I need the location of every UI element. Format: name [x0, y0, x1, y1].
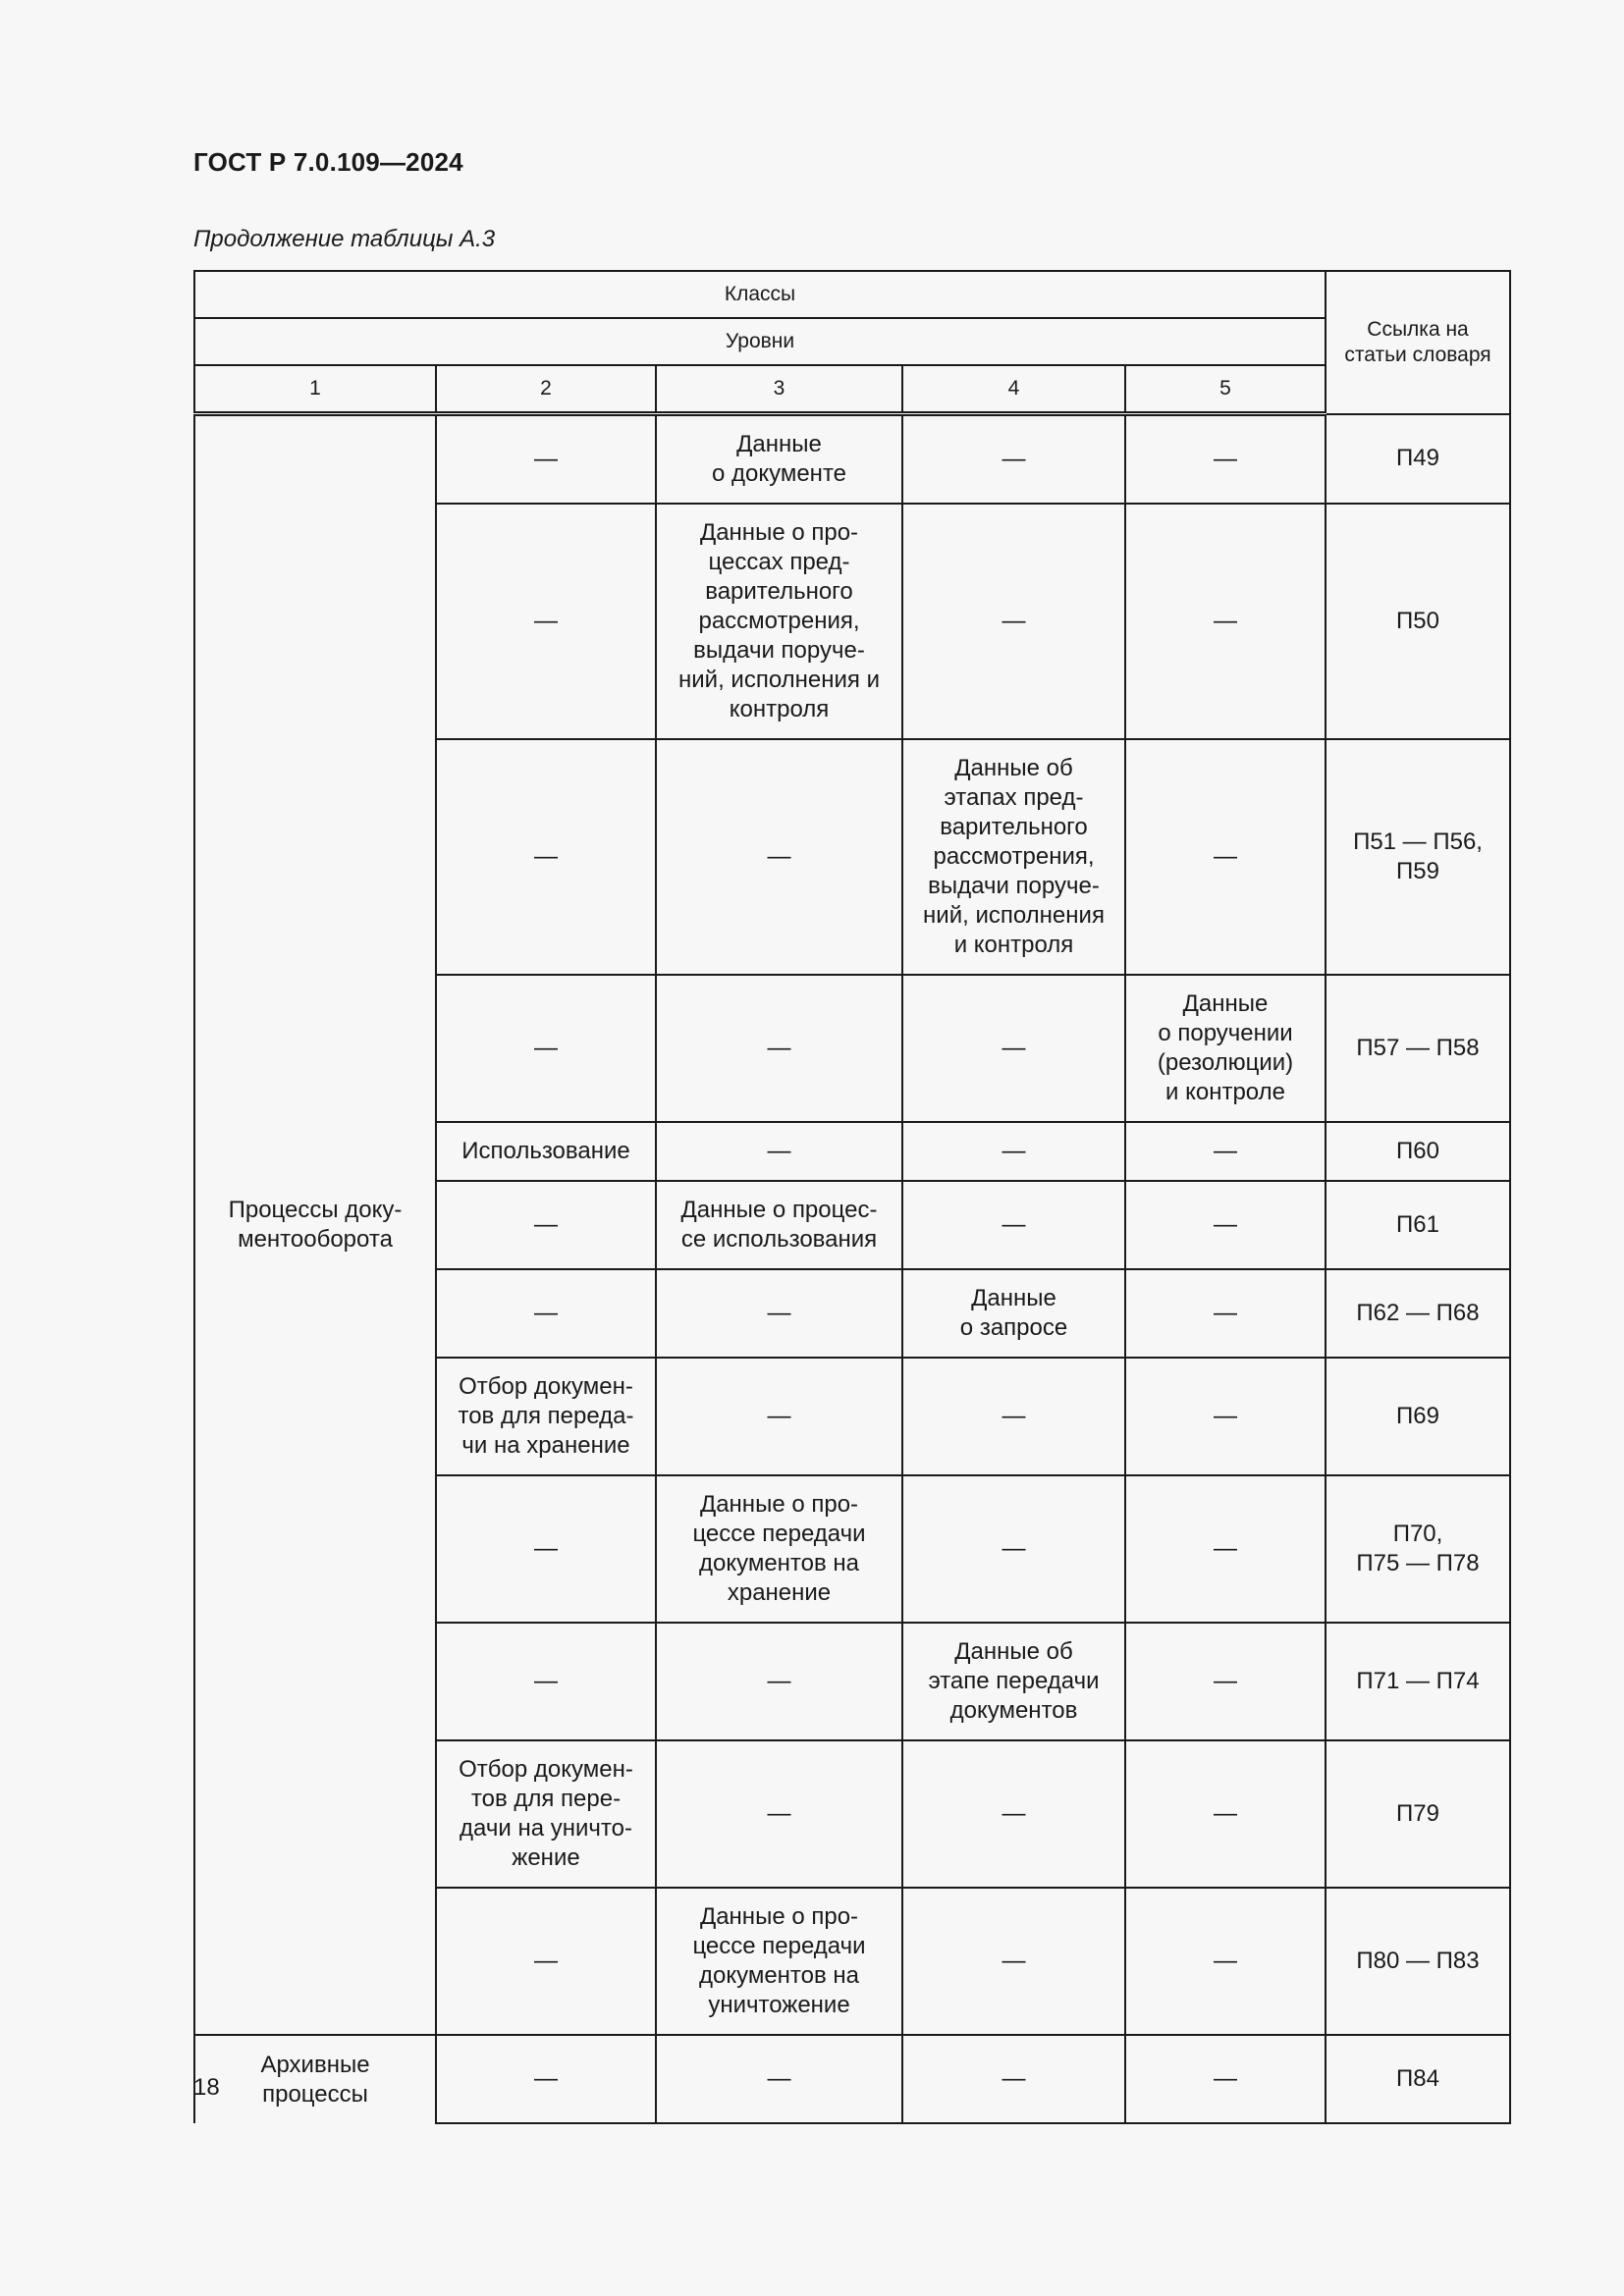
level-cell: Отбор докумен- тов для переда- чи на хранение [436, 1358, 656, 1475]
table-row [194, 2035, 1510, 2123]
level-cell: — [1125, 1122, 1326, 1181]
level-cell: — [902, 1888, 1125, 2035]
level-cell: Данные об этапе передачи документов [902, 1623, 1125, 1740]
col-number: 1 [194, 365, 436, 414]
level-cell: — [1125, 2035, 1326, 2123]
level-cell: Данные об этапах пред- варительного рассмотрения, выдачи поруче- ний, исполнения и контроля [902, 739, 1125, 975]
ref-cell: П49 [1326, 414, 1510, 505]
level-cell: — [902, 1358, 1125, 1475]
level-cell: — [436, 739, 656, 975]
level-cell: — [436, 975, 656, 1122]
ref-cell: П62 — П68 [1326, 1269, 1510, 1358]
level-cell: — [656, 1623, 902, 1740]
level-cell: — [1125, 1475, 1326, 1623]
level-cell: — [902, 2035, 1125, 2123]
level-cell: — [436, 1269, 656, 1358]
level-cell: — [656, 1358, 902, 1475]
document-header: ГОСТ Р 7.0.109—2024 [193, 147, 463, 177]
col-number: 2 [436, 365, 656, 414]
level-cell: Данные о запросе [902, 1269, 1125, 1358]
ref-cell: П79 [1326, 1740, 1510, 1888]
level-cell: Данные о про- цессе передачи документов на хранение [656, 1475, 902, 1623]
level-cell: — [436, 1623, 656, 1740]
level-cell: — [902, 504, 1125, 739]
ref-cell: П71 — П74 [1326, 1623, 1510, 1740]
level-cell: — [902, 414, 1125, 505]
col-number: 3 [656, 365, 902, 414]
ref-cell: П70, П75 — П78 [1326, 1475, 1510, 1623]
level-cell: Данные о про- цессах пред- варительного рассмотрения, выдачи поруче- ний, исполнения и контроля [656, 504, 902, 739]
header-levels: Уровни [194, 318, 1326, 365]
level-cell: — [902, 975, 1125, 1122]
ref-cell: П51 — П56, П59 [1326, 739, 1510, 975]
ref-cell: П60 [1326, 1122, 1510, 1181]
level-cell: — [656, 2035, 902, 2123]
ref-cell: П80 — П83 [1326, 1888, 1510, 2035]
level-cell: — [902, 1122, 1125, 1181]
level-cell: — [656, 1269, 902, 1358]
level-cell: — [436, 1888, 656, 2035]
class-cell: Архивные процессы [194, 2035, 436, 2123]
level-cell: — [1125, 739, 1326, 975]
level-cell: — [436, 1181, 656, 1269]
level-cell: — [656, 1740, 902, 1888]
level-cell: Использование [436, 1122, 656, 1181]
ref-cell: П50 [1326, 504, 1510, 739]
level-cell: — [1125, 1181, 1326, 1269]
level-cell: Данные о про- цессе передачи документов на уничтожение [656, 1888, 902, 2035]
classification-table [193, 270, 1511, 2124]
level-cell: — [1125, 1888, 1326, 2035]
header-classes: Классы [194, 271, 1326, 318]
table-caption: Продолжение таблицы А.3 [193, 226, 496, 252]
level-cell: — [1125, 1358, 1326, 1475]
level-cell: Отбор докумен- тов для пере- дачи на уничто- жение [436, 1740, 656, 1888]
level-cell: — [1125, 504, 1326, 739]
header-row-classes [194, 271, 1510, 318]
ref-cell: П61 [1326, 1181, 1510, 1269]
header-row-numbers [194, 365, 1510, 414]
level-cell: — [656, 975, 902, 1122]
class-cell: Процессы доку- ментооборота [194, 414, 436, 2036]
level-cell: Данные о поручении (резолюции) и контроле [1125, 975, 1326, 1122]
header-row-levels [194, 318, 1510, 365]
page-number: 18 [193, 2074, 220, 2101]
level-cell: — [436, 1475, 656, 1623]
header-ref: Ссылка на статьи словаря [1326, 271, 1510, 414]
level-cell: — [436, 414, 656, 505]
ref-cell: П57 — П58 [1326, 975, 1510, 1122]
level-cell: — [656, 1122, 902, 1181]
level-cell: Данные о документе [656, 414, 902, 505]
level-cell: — [902, 1181, 1125, 1269]
level-cell: — [1125, 1740, 1326, 1888]
ref-cell: П69 [1326, 1358, 1510, 1475]
level-cell: Данные о процес- се использования [656, 1181, 902, 1269]
col-number: 5 [1125, 365, 1326, 414]
level-cell: — [436, 504, 656, 739]
level-cell: — [656, 739, 902, 975]
table-row [194, 414, 1510, 505]
level-cell: — [436, 2035, 656, 2123]
col-number: 4 [902, 365, 1125, 414]
level-cell: — [902, 1475, 1125, 1623]
level-cell: — [1125, 1269, 1326, 1358]
level-cell: — [902, 1740, 1125, 1888]
level-cell: — [1125, 1623, 1326, 1740]
ref-cell: П84 [1326, 2035, 1510, 2123]
level-cell: — [1125, 414, 1326, 505]
